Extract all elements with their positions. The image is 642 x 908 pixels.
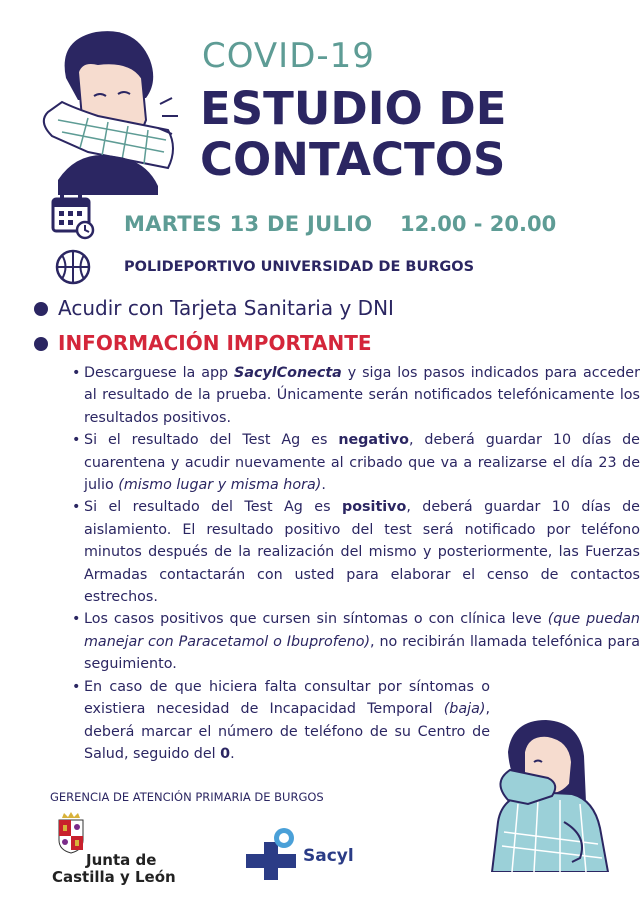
junta-logo-text-line1: Junta de: [86, 851, 157, 869]
page-title-line1: ESTUDIO DE: [200, 82, 507, 135]
calendar-icon: [50, 192, 96, 240]
woman-coughing-illustration: [468, 712, 628, 872]
gerencia-label: GERENCIA DE ATENCIÓN PRIMARIA DE BURGOS: [50, 790, 324, 804]
event-venue: POLIDEPORTIVO UNIVERSIDAD DE BURGOS: [124, 259, 475, 275]
list-item: • Los casos positivos que cursen sin síntomas o con clínica leve (que puedan manejar con Paracetamol o Ibuprofeno), no recibirán llamada telefónica para seguimiento.: [72, 608, 640, 675]
event-date: MARTES 13 DE JULIO: [124, 212, 373, 236]
bullet-dot: [34, 302, 48, 316]
list-item: • Si el resultado del Test Ag es negativo, deberá guardar 10 días de cuarentena y acudir nuevamente al cribado que va a realizarse el día 23 de julio (mismo lugar y misma hora).: [72, 429, 640, 496]
covid-kicker: COVID-19: [202, 36, 375, 76]
junta-logo-text-line2: Castilla y León: [52, 868, 176, 886]
list-item: • En caso de que hiciera falta consultar por síntomas o existiera necesidad de Incapacidad Temporal (baja), deberá marcar el número de teléfono de su Centro de Salud, seguido del 0.: [72, 676, 640, 766]
list-item: • Descarguese la app SacylConecta y siga los pasos indicados para acceder al resultado de la prueba. Únicamente serán notificados telefónicamente los resultados positivos.: [72, 362, 640, 429]
bullet-dot: [34, 337, 48, 351]
sacyl-cross-logo: [244, 826, 300, 882]
bullet-important-info: INFORMACIÓN IMPORTANTE: [58, 331, 372, 355]
list-bullet: •: [72, 365, 81, 381]
list-item: • Si el resultado del Test Ag es positivo, deberá guardar 10 días de aislamiento. El resultado positivo del test será notificado por teléfono minutos después de la realización del mismo y posteriormente, las Fuerzas Armadas contactarán con usted para elaborar el censo de contactos estrechos.: [72, 496, 640, 608]
castilla-leon-coat-of-arms: [56, 812, 86, 854]
list-bullet: •: [72, 611, 81, 628]
sacyl-logo-text: Sacyl: [303, 846, 354, 866]
page-title-line2: CONTACTOS: [200, 133, 506, 186]
list-bullet: •: [72, 499, 81, 516]
basketball-icon: [54, 248, 92, 286]
man-sneezing-illustration: [18, 20, 188, 195]
event-time: 12.00 - 20.00: [400, 212, 557, 236]
bullet-requirements: Acudir con Tarjeta Sanitaria y DNI: [58, 296, 394, 320]
list-bullet: •: [72, 678, 81, 695]
info-list: [72, 362, 640, 765]
list-bullet: •: [72, 432, 81, 449]
